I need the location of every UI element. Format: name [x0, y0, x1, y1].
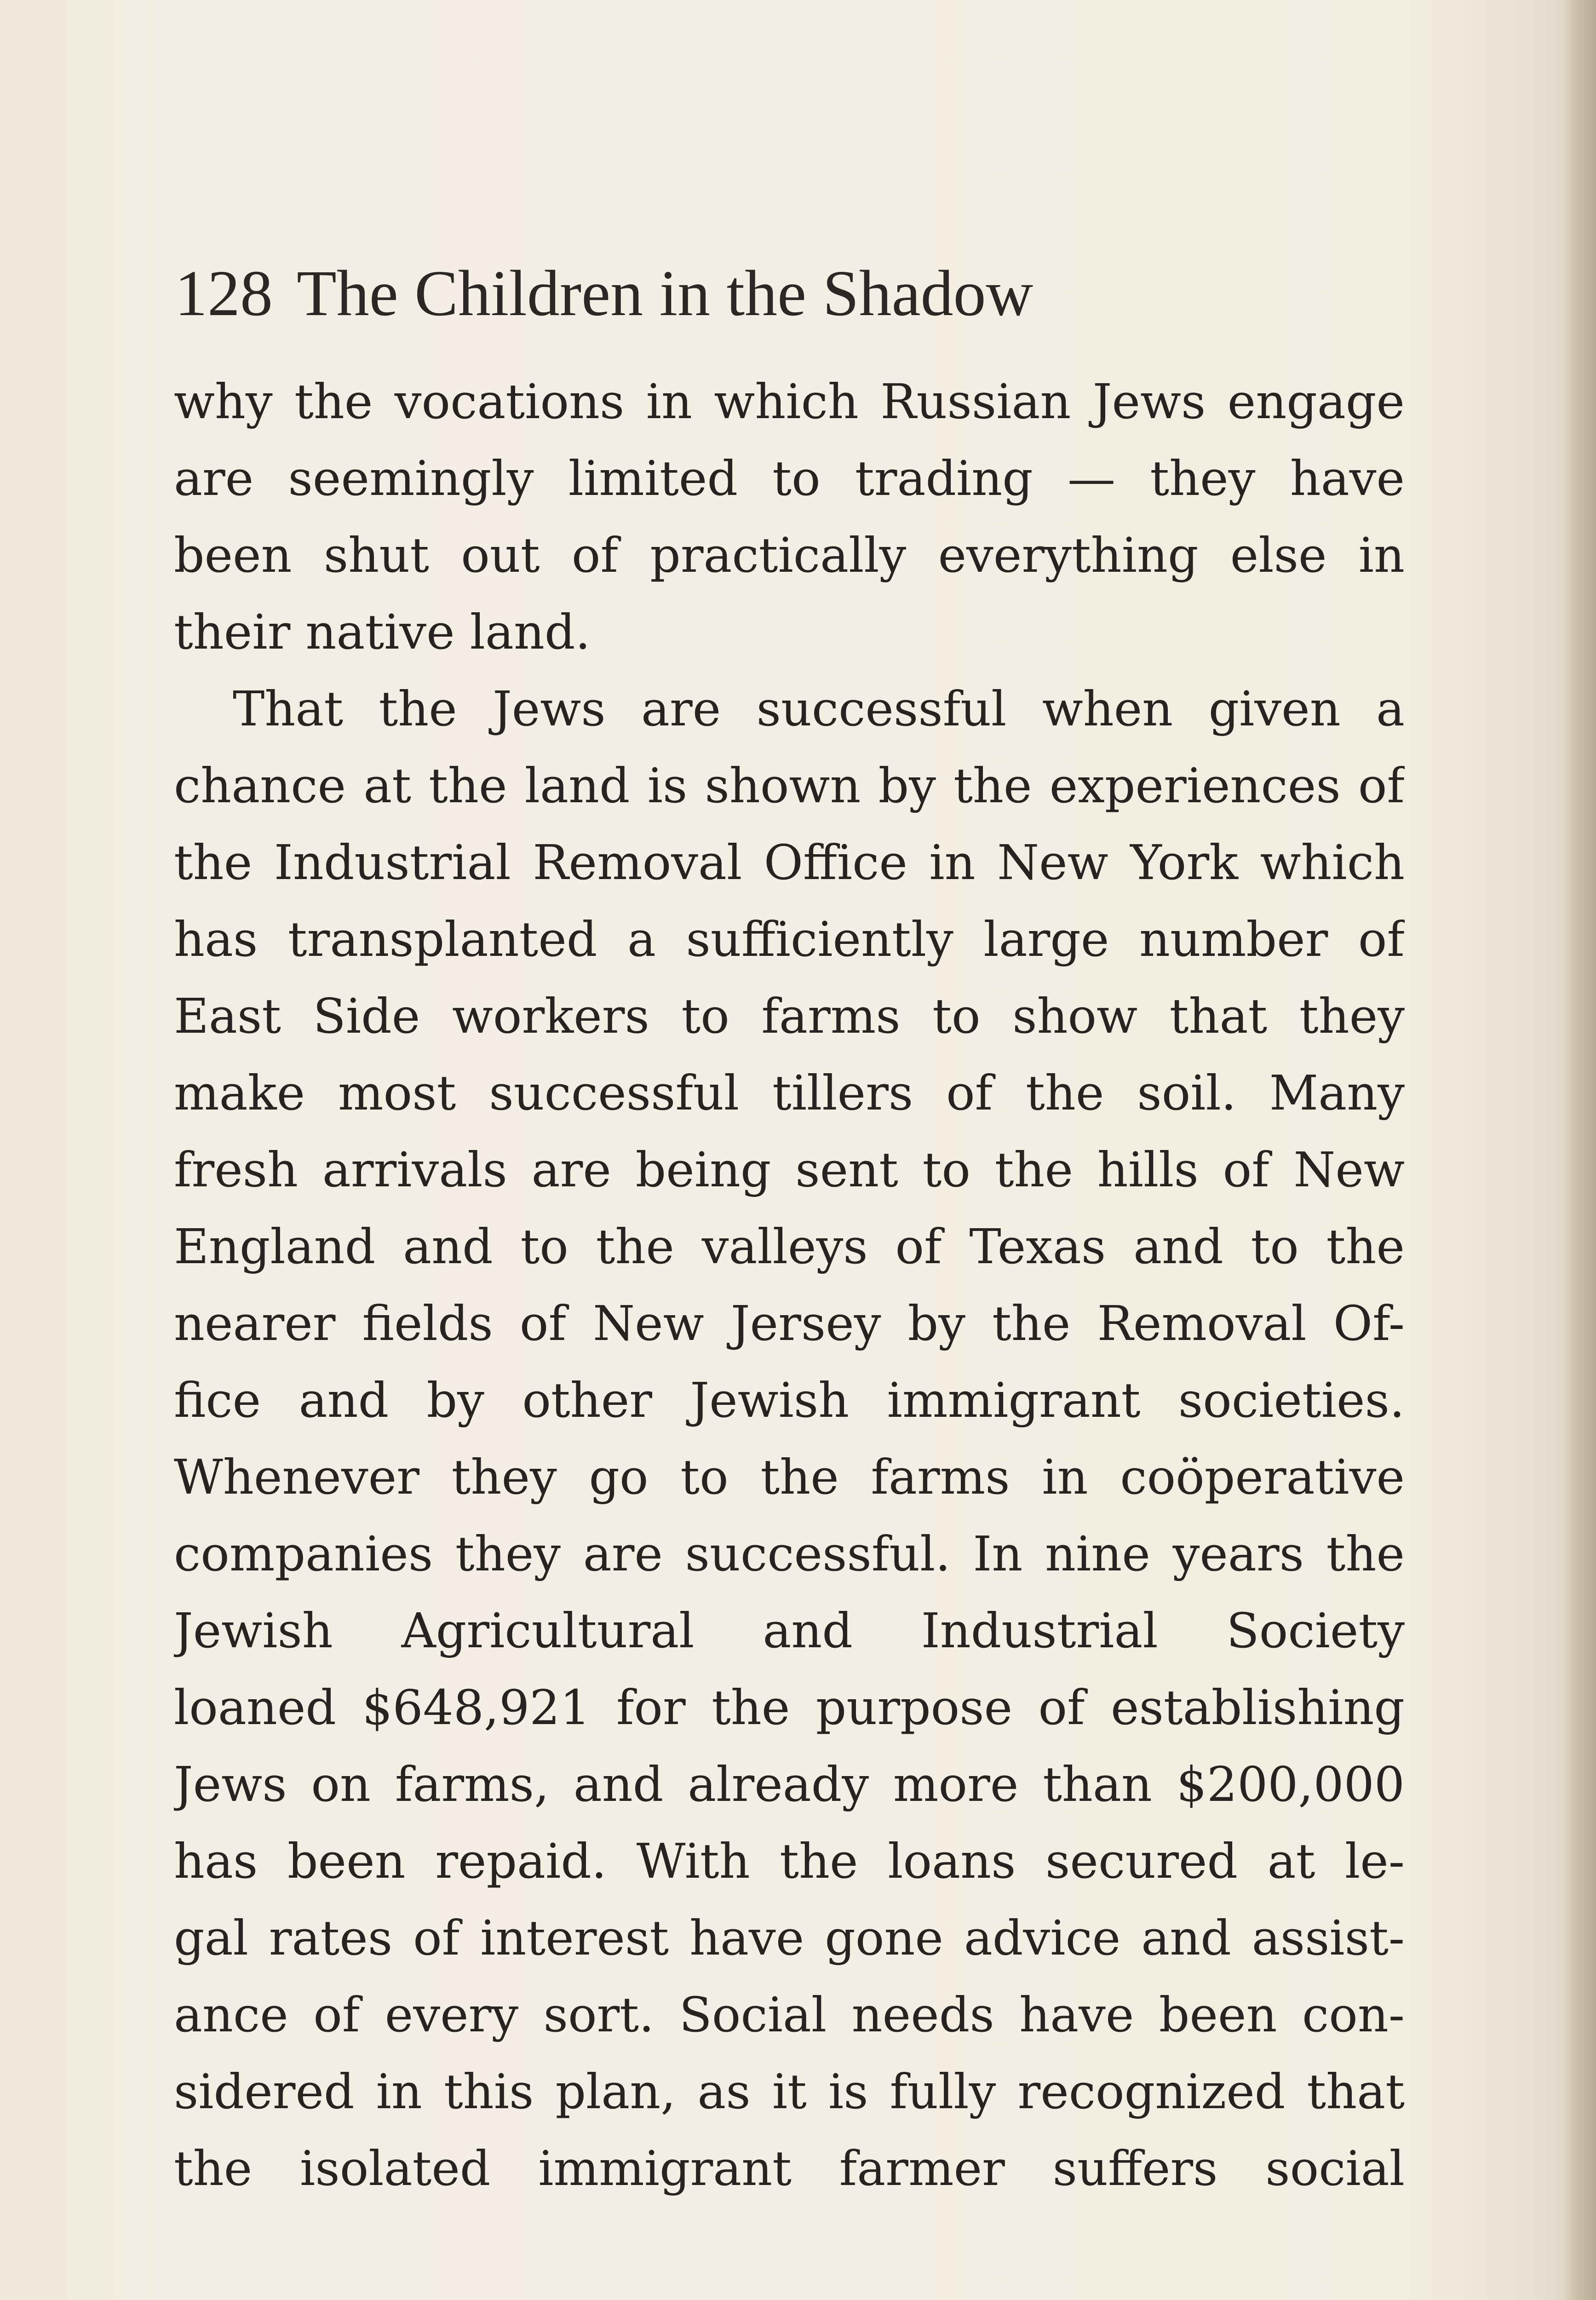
text-line: the Industrial Removal Office in New York which [174, 834, 1405, 891]
text-line: Whenever they go to the farms in coöperative [174, 1449, 1405, 1505]
text-line: nearer fields of New Jersey by the Removal Of- [174, 1295, 1405, 1351]
running-title: The Children in the Shadow [297, 257, 1033, 329]
text-line: chance at the land is shown by the experiences of [174, 758, 1405, 814]
text-line: fice and by other Jewish immigrant societies. [174, 1372, 1405, 1428]
page-edge [1564, 0, 1596, 2300]
text-line: has transplanted a sufficiently large number of [174, 911, 1405, 967]
text-line: are seemingly limited to trading — they have [174, 450, 1405, 506]
page-number: 128 [175, 257, 273, 329]
text-line: gal rates of interest have gone advice and assist- [174, 1910, 1405, 1966]
text-line: Jews on farms, and already more than $200,000 [174, 1756, 1405, 1812]
text-line: sidered in this plan, as it is fully recognized that [174, 2064, 1405, 2120]
text-line: Jewish Agricultural and Industrial Society [174, 1603, 1405, 1659]
text-line: ance of every sort. Social needs have been con- [174, 1987, 1405, 2043]
text-line: companies they are successful. In nine years the [174, 1526, 1405, 1582]
text-line: That the Jews are successful when given a [233, 681, 1405, 737]
text-line: East Side workers to farms to show that they [174, 988, 1405, 1044]
text-line: their native land. [174, 604, 591, 660]
body-text [174, 363, 1405, 2207]
text-line: make most successful tillers of the soil. Many [174, 1065, 1405, 1121]
text-line: has been repaid. With the loans secured at le- [174, 1833, 1405, 1889]
text-line: loaned $648,921 for the purpose of establishing [174, 1679, 1405, 1736]
text-line: why the vocations in which Russian Jews engage [174, 374, 1405, 430]
text-line: been shut out of practically everything else in [174, 527, 1405, 583]
text-line: fresh arrivals are being sent to the hills of New [174, 1142, 1405, 1198]
text-line: the isolated immigrant farmer suffers social [174, 2140, 1405, 2196]
running-head [175, 255, 1033, 329]
text-line: England and to the valleys of Texas and to the [174, 1219, 1405, 1275]
